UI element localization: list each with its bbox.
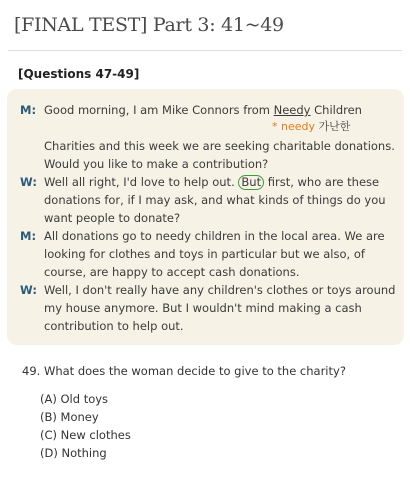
dialogue-line: Charities and this week we are seeking charitable donations. <box>44 139 395 153</box>
dialogue-text: Good morning, I am Mike Connors from <box>44 103 274 117</box>
section-heading: [Questions 47-49] <box>18 67 140 81</box>
dialogue-line: donations for, if I may ask, and what kinds of things do you <box>44 193 386 207</box>
answer-option-c[interactable]: (C) New clothes <box>40 428 131 442</box>
dialogue-line: Would you like to make a contribution? <box>44 157 269 171</box>
page-title: [FINAL TEST] Part 3: 41~49 <box>14 14 284 36</box>
answer-option-d[interactable]: (D) Nothing <box>40 446 107 460</box>
underlined-word: Needy <box>273 103 311 117</box>
speaker-label-man: M: <box>20 103 37 117</box>
dialogue-line <box>44 174 379 190</box>
dialogue-line: want people to donate? <box>44 211 181 225</box>
dialogue-line: Well, I don't really have any children's clothes or toys around <box>44 283 396 297</box>
speaker-label-woman: W: <box>20 175 37 189</box>
dialogue-line: course, are happy to accept cash donations. <box>44 265 300 279</box>
dialogue-line: All donations go to needy children in the local area. We are <box>44 229 385 243</box>
dialogue-line: contribution to help out. <box>44 319 184 333</box>
dialogue-text: first, who are these <box>264 175 380 189</box>
dialogue-line: my house anymore. But I wouldn't mind making a cash <box>44 301 362 315</box>
speaker-label-woman: W: <box>20 283 37 297</box>
question-text: 49. What does the woman decide to give to the charity? <box>22 364 346 378</box>
answer-option-a[interactable]: (A) Old toys <box>40 392 109 406</box>
speaker-label-man: M: <box>20 229 37 243</box>
dialogue-line <box>44 102 362 118</box>
title-divider <box>8 50 402 51</box>
dialogue-text: Well all right, I'd love to help out. <box>44 175 239 189</box>
answer-option-b[interactable]: (B) Money <box>40 410 99 424</box>
vocab-note <box>272 119 350 135</box>
vocab-word: * needy <box>272 120 315 133</box>
vocab-meaning: 가난한 <box>318 120 351 133</box>
dialogue-text: Children <box>310 103 362 117</box>
circled-word: But <box>238 175 264 190</box>
dialogue-line: looking for clothes and toys in particular but we also, of <box>44 247 365 261</box>
